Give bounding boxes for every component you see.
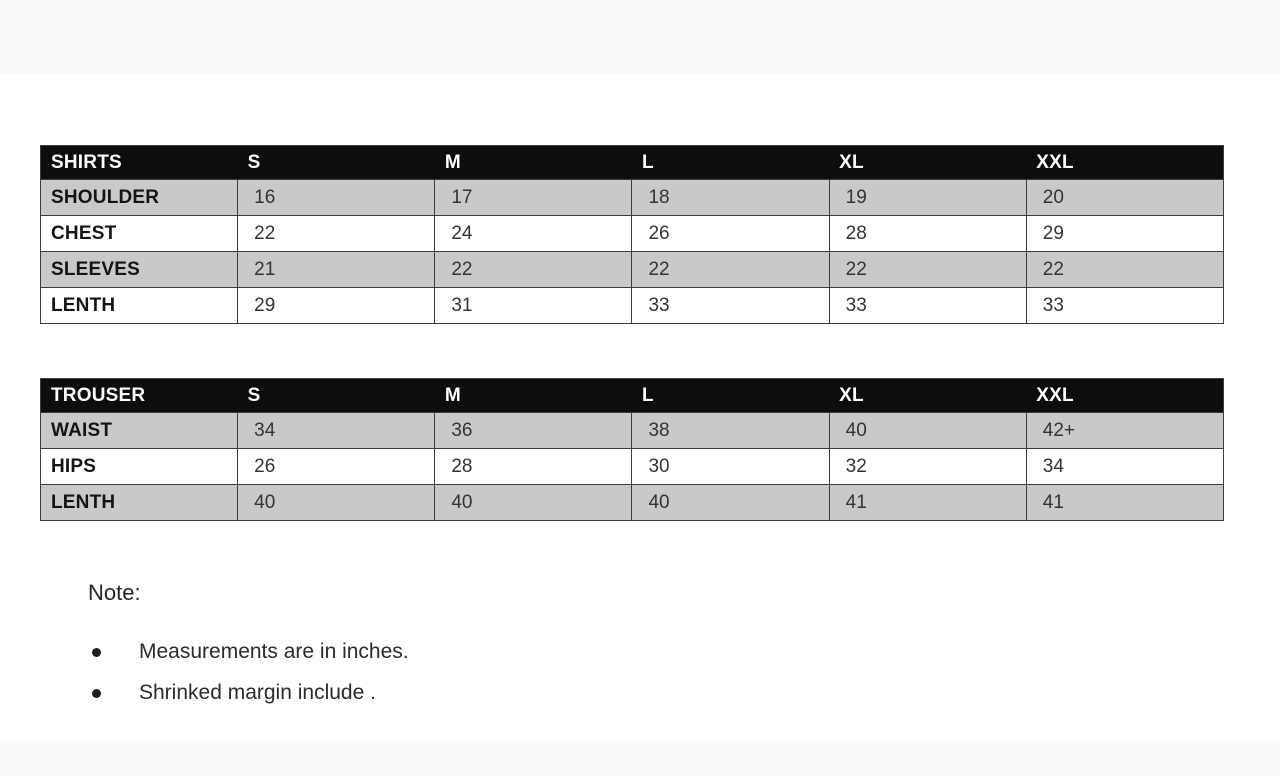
table-row-hips <box>41 449 1224 485</box>
bullet-icon <box>92 648 101 657</box>
row-label: SLEEVES <box>41 252 238 288</box>
cell-value: 22 <box>829 252 1026 288</box>
cell-value: 33 <box>1026 288 1223 324</box>
cell-value: 34 <box>238 413 435 449</box>
cell-value: 21 <box>238 252 435 288</box>
row-label: HIPS <box>41 449 238 485</box>
note-list <box>88 640 409 705</box>
cell-value: 30 <box>632 449 829 485</box>
cell-value: 17 <box>435 180 632 216</box>
size-header-m: M <box>435 379 632 413</box>
note-item-text: Measurements are in inches. <box>139 640 409 663</box>
size-header-xxl: XXL <box>1026 379 1223 413</box>
cell-value: 19 <box>829 180 1026 216</box>
cell-value: 31 <box>435 288 632 324</box>
cell-value: 22 <box>435 252 632 288</box>
row-label: SHOULDER <box>41 180 238 216</box>
cell-value: 16 <box>238 180 435 216</box>
cell-value: 24 <box>435 216 632 252</box>
note-title: Note: <box>88 580 141 605</box>
table-row-shoulder <box>41 180 1224 216</box>
size-header-s: S <box>238 379 435 413</box>
table-row-chest <box>41 216 1224 252</box>
cell-value: 40 <box>632 485 829 521</box>
cell-value: 26 <box>632 216 829 252</box>
size-header-m: M <box>435 146 632 180</box>
trouser-header-row <box>41 379 1224 413</box>
note-block <box>88 580 409 722</box>
size-header-l: L <box>632 146 829 180</box>
cell-value: 33 <box>632 288 829 324</box>
cell-value: 22 <box>632 252 829 288</box>
bullet-icon <box>92 689 101 698</box>
table-row-lenth <box>41 288 1224 324</box>
list-item <box>88 681 409 705</box>
cell-value: 40 <box>238 485 435 521</box>
cell-value: 34 <box>1026 449 1223 485</box>
cell-value: 20 <box>1026 180 1223 216</box>
shirts-header-title: SHIRTS <box>41 146 238 180</box>
cell-value: 22 <box>1026 252 1223 288</box>
cell-value: 32 <box>829 449 1026 485</box>
size-header-xl: XL <box>829 146 1026 180</box>
trouser-header-title: TROUSER <box>41 379 238 413</box>
size-header-xl: XL <box>829 379 1026 413</box>
cell-value: 40 <box>435 485 632 521</box>
row-label: LENTH <box>41 485 238 521</box>
cell-value: 40 <box>829 413 1026 449</box>
cell-value: 28 <box>435 449 632 485</box>
cell-value: 18 <box>632 180 829 216</box>
note-item-text: Shrinked margin include . <box>139 681 376 704</box>
table-row-lenth <box>41 485 1224 521</box>
cell-value: 29 <box>238 288 435 324</box>
row-label: WAIST <box>41 413 238 449</box>
bottom-margin-strip <box>0 740 1280 776</box>
size-header-s: S <box>238 146 435 180</box>
cell-value: 38 <box>632 413 829 449</box>
cell-value: 41 <box>829 485 1026 521</box>
size-header-xxl: XXL <box>1026 146 1223 180</box>
cell-value: 28 <box>829 216 1026 252</box>
cell-value: 29 <box>1026 216 1223 252</box>
shirts-size-table <box>40 145 1224 324</box>
cell-value: 22 <box>238 216 435 252</box>
list-item <box>88 640 409 664</box>
cell-value: 42+ <box>1026 413 1223 449</box>
cell-value: 26 <box>238 449 435 485</box>
row-label: CHEST <box>41 216 238 252</box>
row-label: LENTH <box>41 288 238 324</box>
top-margin-strip <box>0 0 1280 74</box>
cell-value: 33 <box>829 288 1026 324</box>
trouser-size-table <box>40 378 1224 521</box>
size-header-l: L <box>632 379 829 413</box>
cell-value: 36 <box>435 413 632 449</box>
table-row-waist <box>41 413 1224 449</box>
table-row-sleeves <box>41 252 1224 288</box>
cell-value: 41 <box>1026 485 1223 521</box>
shirts-header-row <box>41 146 1224 180</box>
